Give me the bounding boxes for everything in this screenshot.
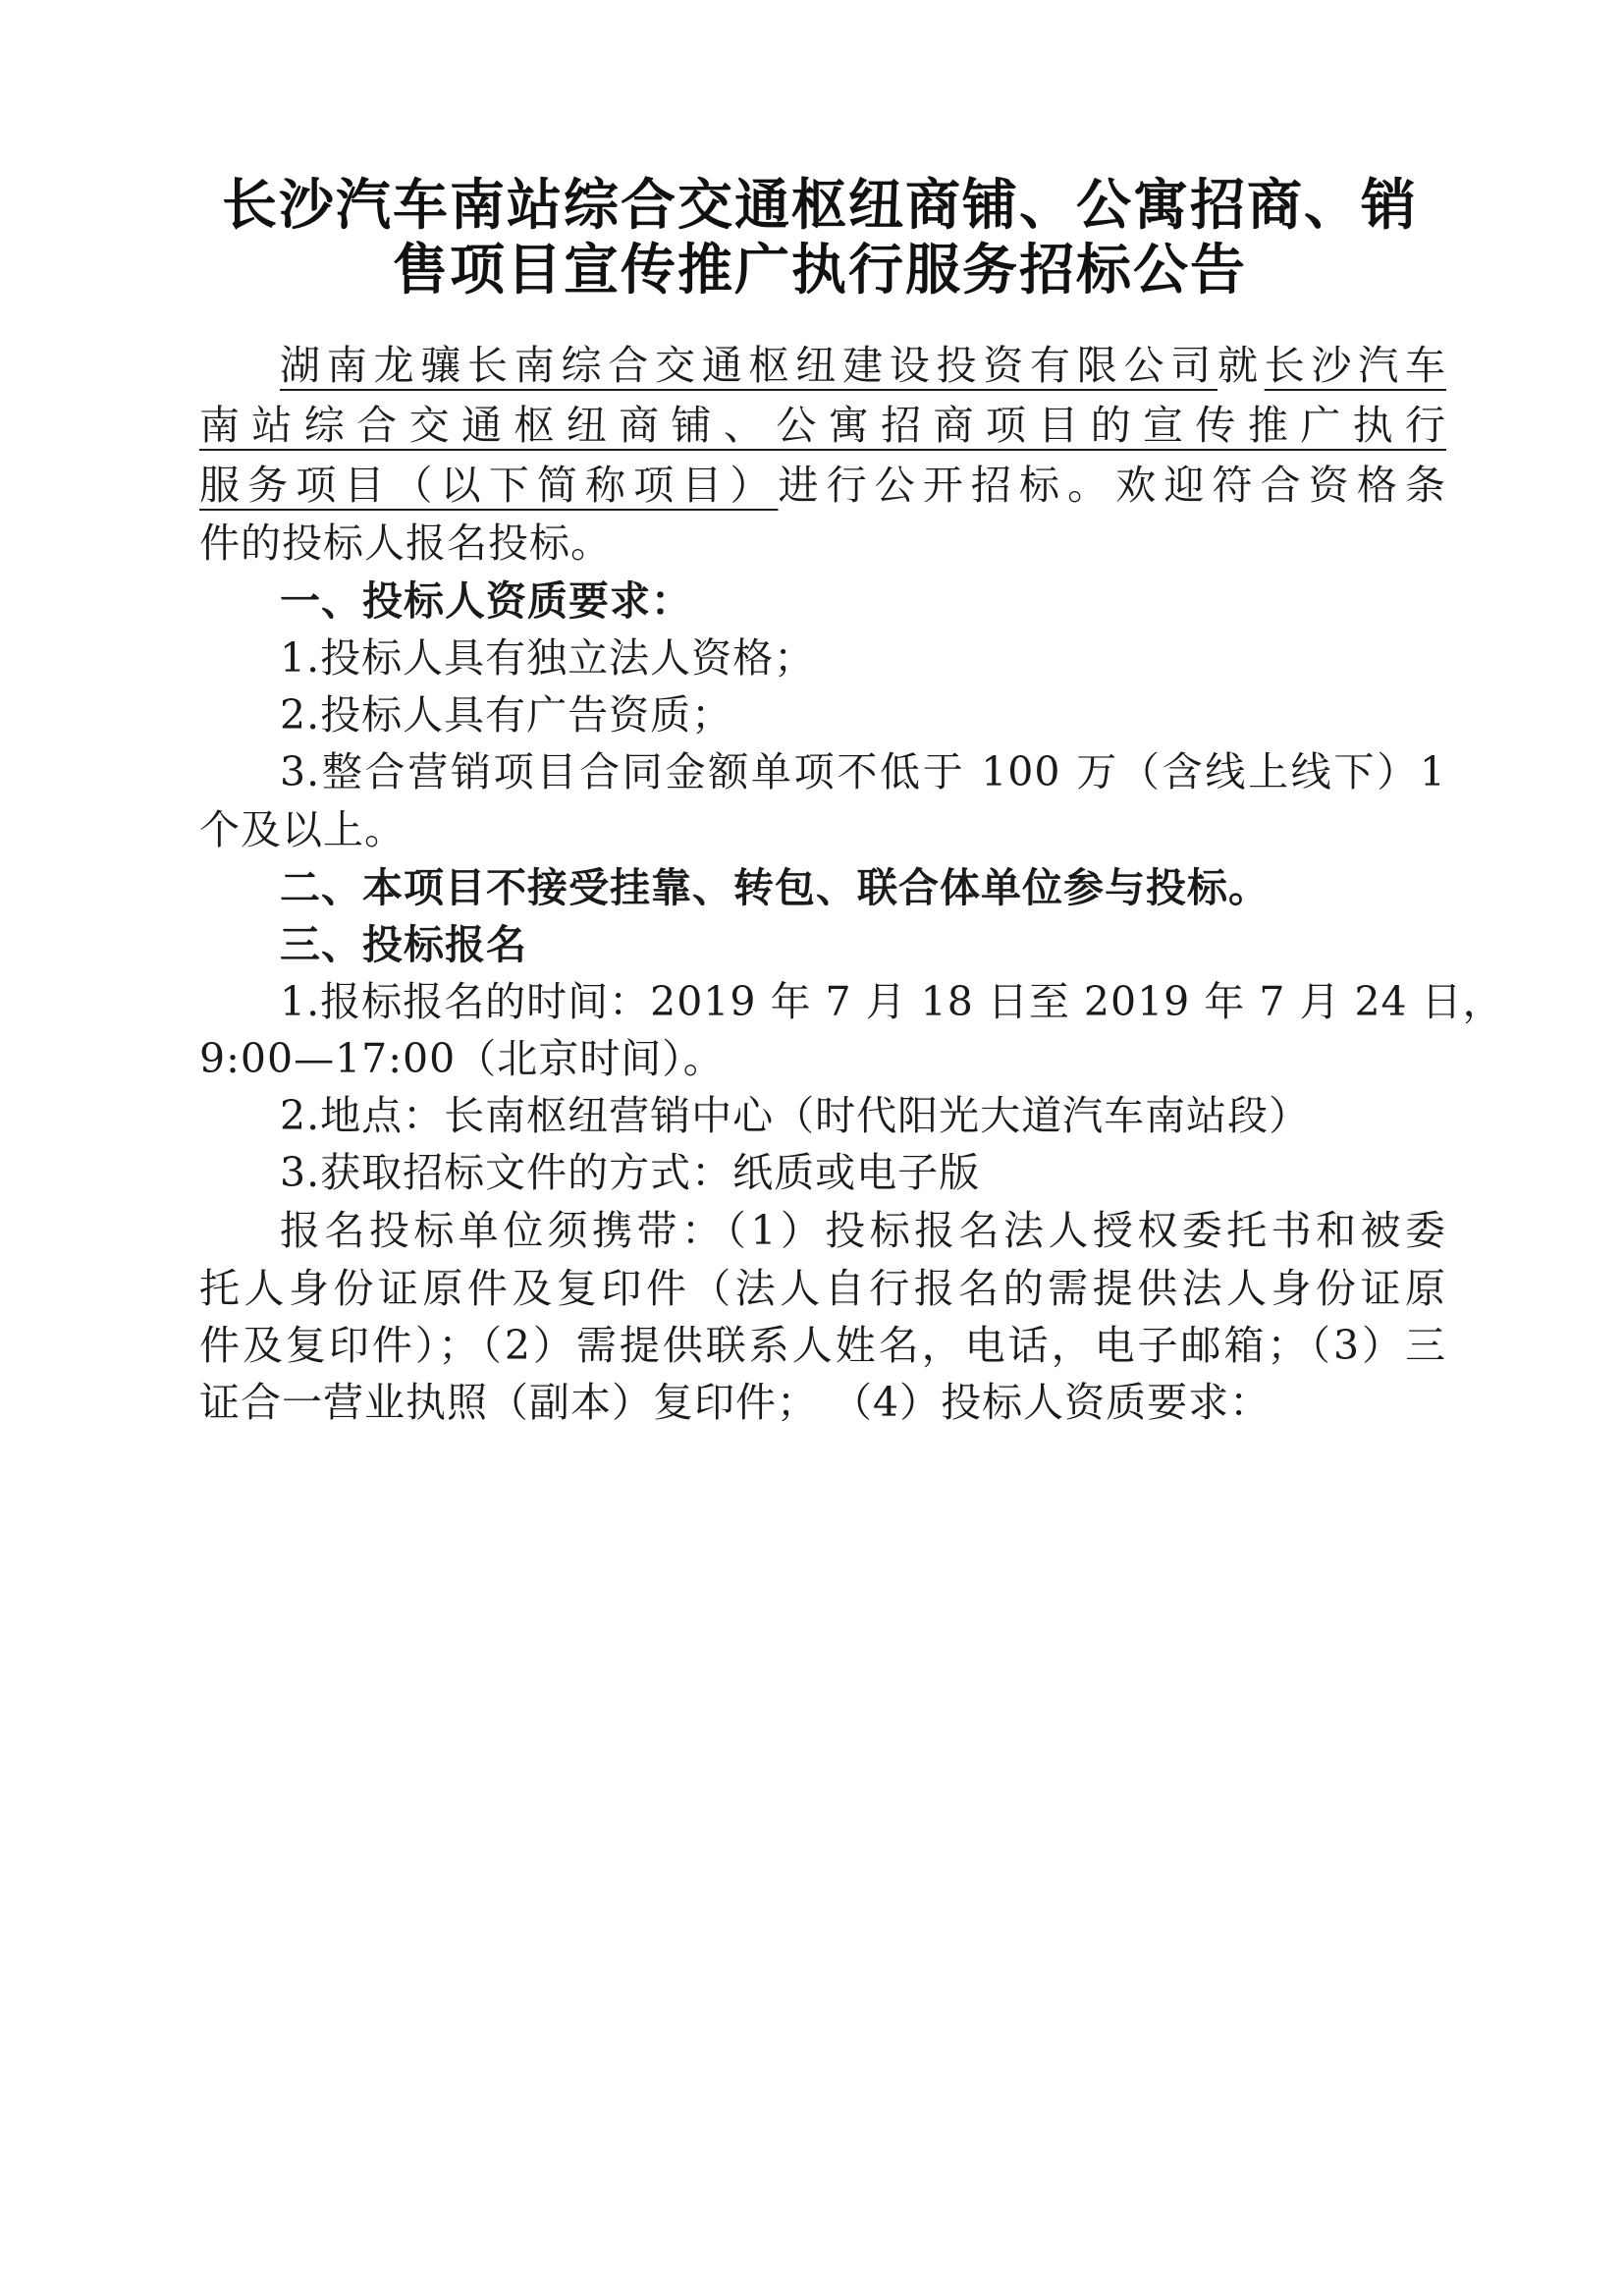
- project-name-part-2: 南站综合交通枢纽商铺、公寓招商项目的宣传推广执行: [199, 402, 1446, 449]
- intro-line-3: [199, 462, 1447, 509]
- project-name-part-3: 服务项目（以下简称项目）: [199, 462, 779, 509]
- requirements-line-4: 证合一营业执照（副本）复印件； （4）投标人资质要求：: [199, 1379, 1271, 1426]
- section-1-item-2: 2.投标人具有广告资质；: [280, 691, 733, 738]
- intro-connector: 就: [1217, 342, 1265, 389]
- section-2-heading: 二、本项目不接受挂靠、转包、联合体单位参与投标。: [280, 864, 1270, 911]
- section-1-heading: 一、投标人资质要求：: [280, 577, 692, 625]
- intro-line-3-rest: 进行公开招标。欢迎符合资格条: [778, 462, 1447, 509]
- intro-line-2: [199, 402, 1446, 449]
- section-3-item-1-line-1: 1.报标报名的时间：2019 年 7 月 18 日至 2019 年 7 月 24 日，: [280, 978, 1504, 1025]
- section-3-item-3: 3.获取招标文件的方式：纸质或电子版: [280, 1149, 981, 1196]
- requirements-line-1: 报名投标单位须携带：（1）投标报名法人授权委托书和被委: [280, 1207, 1446, 1254]
- title-line-2: 售项目宣传推广执行服务招标公告: [393, 239, 1247, 302]
- section-3-item-1-line-2: 9:00—17:00（北京时间）。: [199, 1035, 725, 1082]
- company-name: 湖南龙骧长南综合交通枢纽建设投资有限公司: [280, 342, 1217, 389]
- section-1-item-3-line-1: 3.整合营销项目合同金额单项不低于 100 万（含线上线下）1: [280, 748, 1446, 795]
- section-1-item-3-line-2: 个及以上。: [199, 806, 406, 853]
- title-line-1: 长沙汽车南站综合交通枢纽商铺、公寓招商、销: [222, 174, 1418, 238]
- requirements-line-3: 件及复印件）；（2）需提供联系人姓名，电话，电子邮箱；（3）三: [199, 1322, 1446, 1369]
- requirements-line-2: 托人身份证原件及复印件（法人自行报名的需提供法人身份证原: [199, 1265, 1446, 1312]
- intro-line-1: [280, 342, 1446, 389]
- project-name-part-1: 长沙汽车: [1264, 342, 1446, 389]
- section-1-item-1: 1.投标人具有独立法人资格；: [280, 634, 816, 682]
- section-3-heading: 三、投标报名: [280, 921, 527, 968]
- intro-line-4: 件的投标人报名投标。: [199, 519, 612, 567]
- section-3-item-2: 2.地点：长南枢纽营销中心（时代阳光大道汽车南站段）: [280, 1092, 1311, 1139]
